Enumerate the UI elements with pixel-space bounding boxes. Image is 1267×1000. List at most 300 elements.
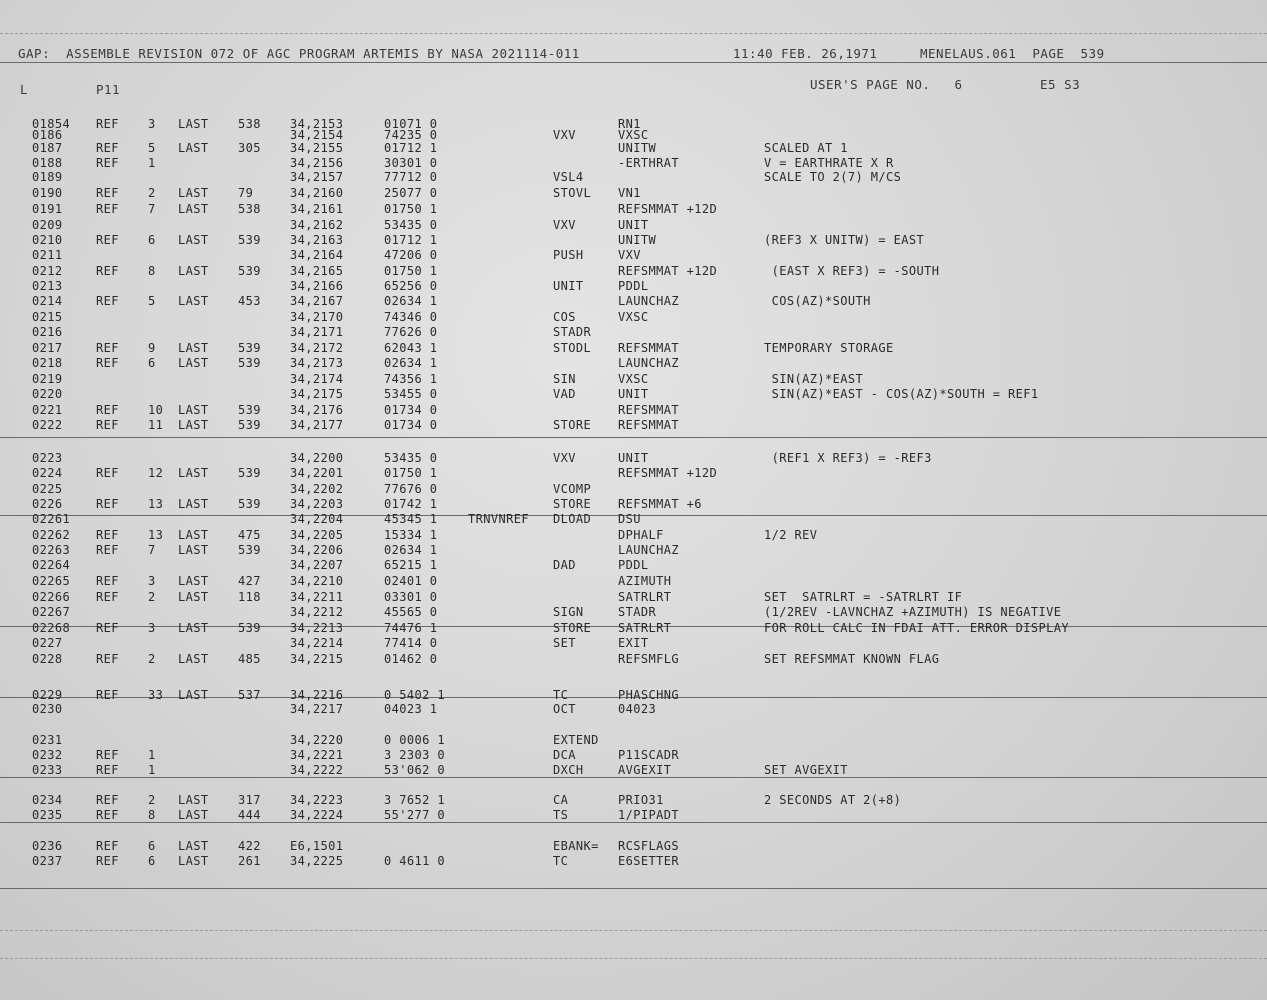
listing-row: [0, 248, 1267, 263]
ref-keyword: REF: [96, 748, 119, 762]
operand: REFSMMAT +12D: [618, 202, 718, 216]
ref-count: 2: [148, 793, 156, 807]
operand: VXV: [618, 248, 641, 262]
last-keyword: LAST: [178, 341, 209, 355]
comment: SCALED AT 1: [764, 141, 848, 155]
ref-keyword: REF: [96, 356, 119, 370]
opcode: OCT: [553, 702, 576, 716]
last-page: 539: [238, 621, 261, 635]
listing-row: [0, 186, 1267, 201]
last-page: 444: [238, 808, 261, 822]
header-underline: [0, 62, 1267, 63]
paper-line: [0, 958, 1267, 959]
ref-count: 7: [148, 202, 156, 216]
octal-word: 62043 1: [384, 341, 438, 355]
ref-count: 7: [148, 543, 156, 557]
line-number: 0224: [32, 466, 63, 480]
separator-line: [0, 437, 1267, 438]
line-number: 0227: [32, 636, 63, 650]
operand: UNIT: [618, 451, 649, 465]
address: 34,2167: [290, 294, 344, 308]
opcode: SIN: [553, 372, 576, 386]
octal-word: 01734 0: [384, 403, 438, 417]
comment: FOR ROLL CALC IN FDAI ATT. ERROR DISPLAY: [764, 621, 1069, 635]
ref-count: 13: [148, 497, 164, 511]
listing-row: [0, 854, 1267, 869]
listing-row: [0, 733, 1267, 748]
ref-keyword: REF: [96, 403, 119, 417]
last-page: 79: [238, 186, 254, 200]
line-number: 02262: [32, 528, 71, 542]
operand: UNIT: [618, 387, 649, 401]
listing-row: [0, 748, 1267, 763]
last-page: 537: [238, 688, 261, 702]
listing-row: [0, 356, 1267, 371]
line-number: 0236: [32, 839, 63, 853]
address: 34,2160: [290, 186, 344, 200]
last-page: 118: [238, 590, 261, 604]
operand: RCSFLAGS: [618, 839, 679, 853]
operand: REFSMMAT +12D: [618, 466, 718, 480]
address: 34,2207: [290, 558, 344, 572]
listing-title: GAP: ASSEMBLE REVISION 072 OF AGC PROGRAM ARTEMIS BY NASA 2021114-011: [18, 46, 580, 61]
last-keyword: LAST: [178, 466, 209, 480]
operand: LAUNCHAZ: [618, 543, 679, 557]
octal-word: 77712 0: [384, 170, 438, 184]
operand: PDDL: [618, 279, 649, 293]
ref-keyword: REF: [96, 117, 119, 131]
address: 34,2174: [290, 372, 344, 386]
last-keyword: LAST: [178, 264, 209, 278]
listing-row: [0, 341, 1267, 356]
ref-count: 9: [148, 341, 156, 355]
address: 34,2166: [290, 279, 344, 293]
ref-keyword: REF: [96, 186, 119, 200]
octal-word: 53455 0: [384, 387, 438, 401]
operand: P11SCADR: [618, 748, 679, 762]
line-number: 02267: [32, 605, 71, 619]
line-number: 0188: [32, 156, 63, 170]
octal-word: 15334 1: [384, 528, 438, 542]
last-page: 422: [238, 839, 261, 853]
octal-word: 01734 0: [384, 418, 438, 432]
opcode: STORE: [553, 497, 592, 511]
last-keyword: LAST: [178, 793, 209, 807]
last-page: 261: [238, 854, 261, 868]
line-number: 0215: [32, 310, 63, 324]
line-number: 0211: [32, 248, 63, 262]
octal-word: 0 0006 1: [384, 733, 445, 747]
listing-row: [0, 202, 1267, 217]
octal-word: 02401 0: [384, 574, 438, 588]
comment: (EAST X REF3) = -SOUTH: [764, 264, 940, 278]
operand: UNITW: [618, 233, 657, 247]
operand: 04023: [618, 702, 657, 716]
last-keyword: LAST: [178, 497, 209, 511]
opcode: STODL: [553, 341, 592, 355]
octal-word: 0 5402 1: [384, 688, 445, 702]
operand: LAUNCHAZ: [618, 294, 679, 308]
listing-row: [0, 808, 1267, 823]
ref-keyword: REF: [96, 543, 119, 557]
opcode: SET: [553, 636, 576, 650]
last-page: 539: [238, 497, 261, 511]
last-page: 539: [238, 403, 261, 417]
listing-row: [0, 233, 1267, 248]
octal-word: 65256 0: [384, 279, 438, 293]
last-page: 539: [238, 466, 261, 480]
listing-row: [0, 702, 1267, 717]
octal-word: 01750 1: [384, 264, 438, 278]
last-keyword: LAST: [178, 688, 209, 702]
octal-word: 77414 0: [384, 636, 438, 650]
listing-row: [0, 497, 1267, 512]
ref-count: 2: [148, 186, 156, 200]
address: 34,2203: [290, 497, 344, 511]
ref-keyword: REF: [96, 808, 119, 822]
operand: AVGEXIT: [618, 763, 672, 777]
last-page: 485: [238, 652, 261, 666]
octal-word: 01750 1: [384, 202, 438, 216]
operand: STADR: [618, 605, 657, 619]
opcode: STOVL: [553, 186, 592, 200]
last-page: 539: [238, 341, 261, 355]
opcode: VXV: [553, 128, 576, 142]
comment: SIN(AZ)*EAST: [764, 372, 864, 386]
opcode: EBANK=: [553, 839, 599, 853]
line-number: 0223: [32, 451, 63, 465]
last-keyword: LAST: [178, 528, 209, 542]
operand: SATRLRT: [618, 590, 672, 604]
operand: REFSMMAT +6: [618, 497, 702, 511]
address: 34,2155: [290, 141, 344, 155]
ref-keyword: REF: [96, 574, 119, 588]
ref-keyword: REF: [96, 341, 119, 355]
octal-word: 74476 1: [384, 621, 438, 635]
operand: RN1: [618, 117, 641, 131]
comment: SCALE TO 2(7) M/CS: [764, 170, 902, 184]
opcode: DLOAD: [553, 512, 592, 526]
last-keyword: LAST: [178, 294, 209, 308]
last-keyword: LAST: [178, 233, 209, 247]
listing-row: [0, 294, 1267, 309]
listing-row: [0, 839, 1267, 854]
ref-count: 3: [148, 117, 156, 131]
octal-word: 02634 1: [384, 294, 438, 308]
octal-word: 01750 1: [384, 466, 438, 480]
listing-row: [0, 621, 1267, 636]
last-keyword: LAST: [178, 808, 209, 822]
address: E6,1501: [290, 839, 344, 853]
address: 34,2163: [290, 233, 344, 247]
opcode: DAD: [553, 558, 576, 572]
last-keyword: LAST: [178, 590, 209, 604]
octal-word: 55'277 0: [384, 808, 445, 822]
opcode: VCOMP: [553, 482, 592, 496]
listing-row: [0, 418, 1267, 433]
ref-count: 6: [148, 233, 156, 247]
listing-row: [0, 170, 1267, 185]
listing-row: [0, 652, 1267, 667]
opcode: STORE: [553, 621, 592, 635]
operand: UNITW: [618, 141, 657, 155]
operand: DPHALF: [618, 528, 664, 542]
ref-keyword: REF: [96, 466, 119, 480]
operand: LAUNCHAZ: [618, 356, 679, 370]
ref-count: 8: [148, 264, 156, 278]
ref-keyword: REF: [96, 688, 119, 702]
line-number: 0218: [32, 356, 63, 370]
operand: REFSMMAT: [618, 418, 679, 432]
address: 34,2206: [290, 543, 344, 557]
address: 34,2202: [290, 482, 344, 496]
comment: SET SATRLRT = -SATRLRT IF: [764, 590, 963, 604]
octal-word: 77676 0: [384, 482, 438, 496]
listing-row: [0, 590, 1267, 605]
line-number: 0214: [32, 294, 63, 308]
octal-word: 30301 0: [384, 156, 438, 170]
address: 34,2217: [290, 702, 344, 716]
address: 34,2157: [290, 170, 344, 184]
paper-line: [0, 930, 1267, 931]
last-page: 539: [238, 264, 261, 278]
octal-word: 3 2303 0: [384, 748, 445, 762]
comment: COS(AZ)*SOUTH: [764, 294, 871, 308]
listing-row: [0, 156, 1267, 171]
listing-row: [0, 574, 1267, 589]
ref-count: 3: [148, 574, 156, 588]
comment: (1/2REV -LAVNCHAZ +AZIMUTH) IS NEGATIVE: [764, 605, 1062, 619]
listing-row: [0, 310, 1267, 325]
line-number: 0213: [32, 279, 63, 293]
listing-row: [0, 279, 1267, 294]
ref-keyword: REF: [96, 141, 119, 155]
line-number: 0221: [32, 403, 63, 417]
ref-count: 2: [148, 590, 156, 604]
octal-word: 53'062 0: [384, 763, 445, 777]
line-number: 0210: [32, 233, 63, 247]
line-number: 0220: [32, 387, 63, 401]
octal-word: 74356 1: [384, 372, 438, 386]
opcode: TC: [553, 854, 569, 868]
opcode: SIGN: [553, 605, 584, 619]
listing-row: [0, 688, 1267, 703]
listing-row: [0, 636, 1267, 651]
operand: REFSMMAT: [618, 341, 679, 355]
listing-row: [0, 528, 1267, 543]
address: 34,2213: [290, 621, 344, 635]
ref-keyword: REF: [96, 763, 119, 777]
line-number: 0225: [32, 482, 63, 496]
listing-row: [0, 218, 1267, 233]
line-number: 02264: [32, 558, 71, 572]
opcode: VAD: [553, 387, 576, 401]
address: 34,2225: [290, 854, 344, 868]
comment: (REF3 X UNITW) = EAST: [764, 233, 925, 247]
last-keyword: LAST: [178, 621, 209, 635]
last-page: 539: [238, 233, 261, 247]
operand: PHASCHNG: [618, 688, 679, 702]
opcode: VSL4: [553, 170, 584, 184]
listing-row: [0, 512, 1267, 527]
last-page: 317: [238, 793, 261, 807]
listing-row: [0, 558, 1267, 573]
line-number: 01854: [32, 117, 71, 131]
octal-word: 0 4611 0: [384, 854, 445, 868]
column-l-label: L: [20, 82, 29, 97]
ref-count: 13: [148, 528, 164, 542]
last-page: 427: [238, 574, 261, 588]
octal-word: 02634 1: [384, 356, 438, 370]
line-number: 0219: [32, 372, 63, 386]
users-page-label: USER'S PAGE NO. 6: [810, 77, 963, 92]
octal-word: 01742 1: [384, 497, 438, 511]
address: 34,2162: [290, 218, 344, 232]
last-page: 539: [238, 356, 261, 370]
operand: PDDL: [618, 558, 649, 572]
address: 34,2214: [290, 636, 344, 650]
line-number: 02263: [32, 543, 71, 557]
ref-count: 1: [148, 748, 156, 762]
operand: 1/PIPADT: [618, 808, 679, 822]
line-number: 0189: [32, 170, 63, 184]
line-number: 0229: [32, 688, 63, 702]
comment: SIN(AZ)*EAST - COS(AZ)*SOUTH = REF1: [764, 387, 1039, 401]
line-number: 0235: [32, 808, 63, 822]
line-number: 0230: [32, 702, 63, 716]
address: 34,2153: [290, 117, 344, 131]
opcode: TC: [553, 688, 569, 702]
ref-keyword: REF: [96, 652, 119, 666]
octal-word: 04023 1: [384, 702, 438, 716]
ref-keyword: REF: [96, 418, 119, 432]
operand: VXSC: [618, 372, 649, 386]
octal-word: 74235 0: [384, 128, 438, 142]
operand: PRIO31: [618, 793, 664, 807]
octal-word: 53435 0: [384, 451, 438, 465]
comment: V = EARTHRATE X R: [764, 156, 894, 170]
last-keyword: LAST: [178, 356, 209, 370]
listing-row: [0, 763, 1267, 778]
comment: (REF1 X REF3) = -REF3: [764, 451, 932, 465]
comment: 2 SECONDS AT 2(+8): [764, 793, 902, 807]
octal-word: 25077 0: [384, 186, 438, 200]
ref-count: 8: [148, 808, 156, 822]
ref-keyword: REF: [96, 839, 119, 853]
operand: E6SETTER: [618, 854, 679, 868]
last-keyword: LAST: [178, 574, 209, 588]
ref-count: 5: [148, 141, 156, 155]
line-number: 0231: [32, 733, 63, 747]
address: 34,2201: [290, 466, 344, 480]
ref-count: 5: [148, 294, 156, 308]
address: 34,2170: [290, 310, 344, 324]
line-number: 0190: [32, 186, 63, 200]
address: 34,2204: [290, 512, 344, 526]
last-page: 538: [238, 202, 261, 216]
ref-keyword: REF: [96, 233, 119, 247]
address: 34,2161: [290, 202, 344, 216]
address: 34,2175: [290, 387, 344, 401]
listing-user-page: MENELAUS.061 PAGE 539: [920, 46, 1105, 61]
last-page: 538: [238, 117, 261, 131]
ref-keyword: REF: [96, 202, 119, 216]
listing-row: [0, 793, 1267, 808]
line-number: 02265: [32, 574, 71, 588]
octal-word: 3 7652 1: [384, 793, 445, 807]
address: 34,2223: [290, 793, 344, 807]
line-number: 0191: [32, 202, 63, 216]
line-number: 0228: [32, 652, 63, 666]
address: 34,2165: [290, 264, 344, 278]
opcode: STADR: [553, 325, 592, 339]
line-number: 0216: [32, 325, 63, 339]
comment: SET REFSMMAT KNOWN FLAG: [764, 652, 940, 666]
opcode: VXV: [553, 451, 576, 465]
ref-count: 10: [148, 403, 164, 417]
comment: SET AVGEXIT: [764, 763, 848, 777]
opcode: TS: [553, 808, 569, 822]
listing-row: [0, 605, 1267, 620]
line-number: 0234: [32, 793, 63, 807]
octal-word: 01712 1: [384, 233, 438, 247]
octal-word: 74346 0: [384, 310, 438, 324]
operand: REFSMMAT +12D: [618, 264, 718, 278]
line-number: 02268: [32, 621, 71, 635]
last-keyword: LAST: [178, 543, 209, 557]
octal-word: 45345 1: [384, 512, 438, 526]
e5s3-label: E5 S3: [1040, 77, 1081, 92]
last-page: 539: [238, 543, 261, 557]
ref-keyword: REF: [96, 854, 119, 868]
ref-keyword: REF: [96, 264, 119, 278]
line-number: 0222: [32, 418, 63, 432]
ref-count: 3: [148, 621, 156, 635]
line-number: 02266: [32, 590, 71, 604]
ref-count: 1: [148, 763, 156, 777]
label: TRNVNREF: [468, 512, 529, 526]
operand: -ERTHRAT: [618, 156, 679, 170]
opcode: UNIT: [553, 279, 584, 293]
last-keyword: LAST: [178, 854, 209, 868]
opcode: COS: [553, 310, 576, 324]
operand: AZIMUTH: [618, 574, 672, 588]
comment: TEMPORARY STORAGE: [764, 341, 894, 355]
ref-count: 6: [148, 854, 156, 868]
line-number: 0187: [32, 141, 63, 155]
octal-word: 47206 0: [384, 248, 438, 262]
operand: REFSMMAT: [618, 403, 679, 417]
address: 34,2212: [290, 605, 344, 619]
ref-count: 2: [148, 652, 156, 666]
line-number: 0233: [32, 763, 63, 777]
octal-word: 02634 1: [384, 543, 438, 557]
last-page: 475: [238, 528, 261, 542]
fold-line: [0, 33, 1267, 34]
address: 34,2220: [290, 733, 344, 747]
line-number: 0226: [32, 497, 63, 511]
octal-word: 01071 0: [384, 117, 438, 131]
last-keyword: LAST: [178, 418, 209, 432]
ref-keyword: REF: [96, 590, 119, 604]
octal-word: 03301 0: [384, 590, 438, 604]
line-number: 0237: [32, 854, 63, 868]
address: 34,2171: [290, 325, 344, 339]
address: 34,2164: [290, 248, 344, 262]
line-number: 02261: [32, 512, 71, 526]
address: 34,2211: [290, 590, 344, 604]
line-number: 0232: [32, 748, 63, 762]
